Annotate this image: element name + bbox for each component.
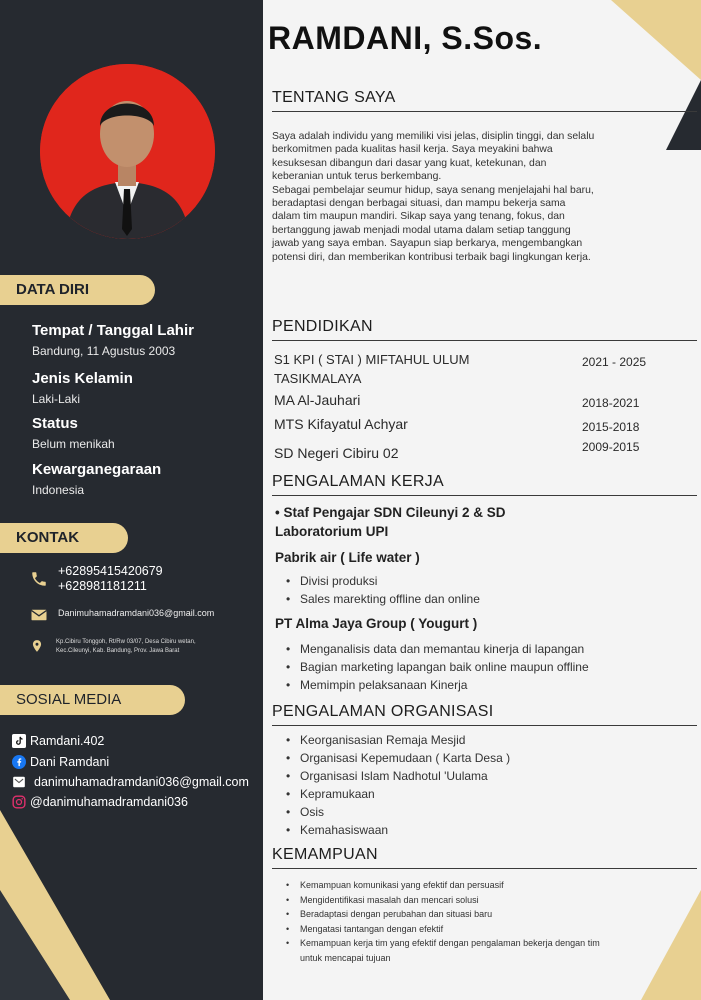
list-item: • Kemampuan kerja tim yang efektif dengan pengalaman bekerja dengan tim [284, 936, 600, 951]
about-title: TENTANG SAYA [272, 89, 697, 112]
list-item: • Kemampuan komunikasi yang efektif dan persuasif [284, 878, 600, 893]
school-name: S1 KPI ( STAI ) MIFTAHUL ULUM [274, 352, 470, 367]
candidate-name: RAMDANI, S.Sos. [268, 20, 543, 56]
about-line: jawab yang saya emban. Sayapun siap berkarya, mengembangkan [272, 238, 583, 250]
status-value: Belum menikah [32, 437, 115, 451]
tiktok-handle: Ramdani.402 [30, 734, 105, 748]
contact-section-title: KONTAK [0, 523, 128, 553]
gender-value: Laki-Laki [32, 392, 81, 406]
skills-section [272, 846, 697, 869]
profile-photo [40, 64, 215, 239]
education-years-4: 2009-2015 [582, 440, 640, 454]
instagram-handle: @danimuhamadramdani036 [30, 795, 188, 809]
gmail-address: danimuhamadramdani036@gmail.com [34, 775, 249, 789]
list-item: • Kemahasiswaan [284, 821, 510, 839]
nationality-info [32, 461, 257, 497]
phone-number-2[interactable]: +628981181211 [58, 579, 147, 593]
social-tiktok[interactable] [12, 734, 104, 748]
organization-list [284, 731, 510, 839]
organization-section [272, 703, 697, 726]
gender-info [32, 370, 257, 406]
social-gmail[interactable] [12, 775, 249, 789]
job-2-list [284, 572, 480, 608]
about-line: Saya adalah individu yang memiliki visi jelas, disiplin tinggi, dan selalu [272, 131, 595, 142]
education-title: PENDIDIKAN [272, 318, 697, 341]
about-line: berkomitmen pada kualitas hasil kerja. Saya meyakini bahwa [272, 144, 553, 156]
data-section-title: DATA DIRI [0, 275, 155, 305]
gender-label: Jenis Kelamin [32, 370, 133, 387]
job-2-title: Pabrik air ( Life water ) [275, 550, 420, 565]
job-3-title: PT Alma Jaya Group ( Yougurt ) [275, 616, 478, 631]
phone-icon [30, 570, 48, 588]
list-item: • Memimpin pelaksanaan Kinerja [284, 676, 589, 694]
address-line-1: Kp.Cibiru Tonggoh, Rt/Rw 03/07, Desa Cibiru wetan, [56, 639, 196, 645]
about-line: potensi diri, dan memberikan kontribusi terbaik bagi lingkungan kerja. [272, 251, 591, 263]
list-item: • Osis [284, 803, 510, 821]
social-section-title: SOSIAL MEDIA [0, 685, 185, 715]
social-instagram[interactable] [12, 795, 188, 809]
education-item-3: MTS Kifayatul Achyar [274, 416, 408, 432]
about-text [272, 130, 697, 264]
tiktok-icon [12, 734, 26, 748]
about-section [272, 89, 697, 264]
organization-title: PENGALAMAN ORGANISASI [272, 703, 697, 726]
education-years-3: 2015-2018 [582, 420, 640, 434]
phone-row [30, 564, 163, 594]
about-line: keberanian untuk terus berkembang. [272, 171, 442, 183]
nationality-label: Kewarganegaraan [32, 461, 162, 478]
email-row [30, 606, 214, 624]
list-item: • Kepramukaan [284, 785, 510, 803]
location-pin-icon [30, 638, 44, 654]
list-item: • Organisasi Kepemudaan ( Karta Desa ) [284, 749, 510, 767]
job-1-line-1: • Staf Pengajar SDN Cileunyi 2 & SD [275, 505, 506, 520]
list-item: • Organisasi Islam Nadhotul 'Uulama [284, 767, 510, 785]
list-item: • Menganalisis data dan memantau kinerja di lapangan [284, 640, 589, 658]
list-item: • Bagian marketing lapangan baik online maupun offline [284, 658, 589, 676]
address-line-2: Kec.Cileunyi, Kab. Bandung, Prov. Jawa Barat [56, 648, 180, 654]
about-line: kesuksesan dibangun dari dasar yang kuat, ketekunan, dan [272, 157, 547, 169]
list-item: • Keorganisasian Remaja Mesjid [284, 731, 510, 749]
list-item-continuation: untuk mencapai tujuan [300, 952, 391, 963]
phone-number-1[interactable]: +62895415420679 [58, 564, 163, 578]
nationality-value: Indonesia [32, 483, 85, 497]
corner-decoration-bottom [641, 890, 701, 1000]
status-label: Status [32, 415, 78, 432]
status-info [32, 415, 257, 451]
instagram-icon [12, 795, 26, 809]
school-name-cont: TASIKMALAYA [274, 371, 362, 386]
address-row [30, 638, 256, 656]
work-title: PENGALAMAN KERJA [272, 473, 697, 496]
work-section [272, 473, 697, 496]
about-line: beradaptasi dengan berbagai situasi, dan mampu bekerja sama [272, 198, 566, 210]
job-1 [275, 503, 506, 541]
social-facebook[interactable] [12, 755, 109, 769]
job-1-line-2: Laboratorium UPI [275, 524, 389, 539]
about-line: dalam tim maupun mandiri. Sikap saya yang tenang, fokus, dan [272, 211, 565, 223]
list-item: • Mengidentifikasi masalah dan mencari solusi [284, 893, 600, 908]
facebook-name: Dani Ramdani [30, 755, 110, 769]
about-line: Sebagai pembelajar seumur hidup, saya senang menjelajahi hal baru, [272, 184, 594, 196]
list-item: • Divisi produksi [284, 572, 480, 590]
education-item-4: SD Negeri Cibiru 02 [274, 445, 399, 461]
education-section [272, 318, 697, 341]
skills-title: KEMAMPUAN [272, 846, 697, 869]
skills-list [284, 878, 600, 965]
education-years-1: 2021 - 2025 [582, 355, 647, 369]
sidebar [0, 0, 263, 1000]
job-3-list [284, 640, 589, 694]
birth-value: Bandung, 11 Agustus 2003 [32, 344, 176, 358]
about-line: bertanggung jawab menjadi modal utama dalam setiap tanggung [272, 224, 571, 236]
gmail-icon [12, 775, 26, 789]
facebook-icon [12, 755, 26, 769]
birth-info [32, 322, 257, 358]
list-item: • Beradaptasi dengan perubahan dan situasi baru [284, 907, 600, 922]
education-item-2: MA Al-Jauhari [274, 392, 361, 408]
birth-label: Tempat / Tanggal Lahir [32, 322, 194, 339]
mail-icon [30, 606, 48, 624]
education-years-2: 2018-2021 [582, 396, 640, 410]
contact-email[interactable]: Danimuhamadramdani036@gmail.com [58, 608, 215, 618]
list-item: • Sales marekting offline dan online [284, 590, 480, 608]
list-item: • Mengatasi tantangan dengan efektif [284, 922, 600, 937]
